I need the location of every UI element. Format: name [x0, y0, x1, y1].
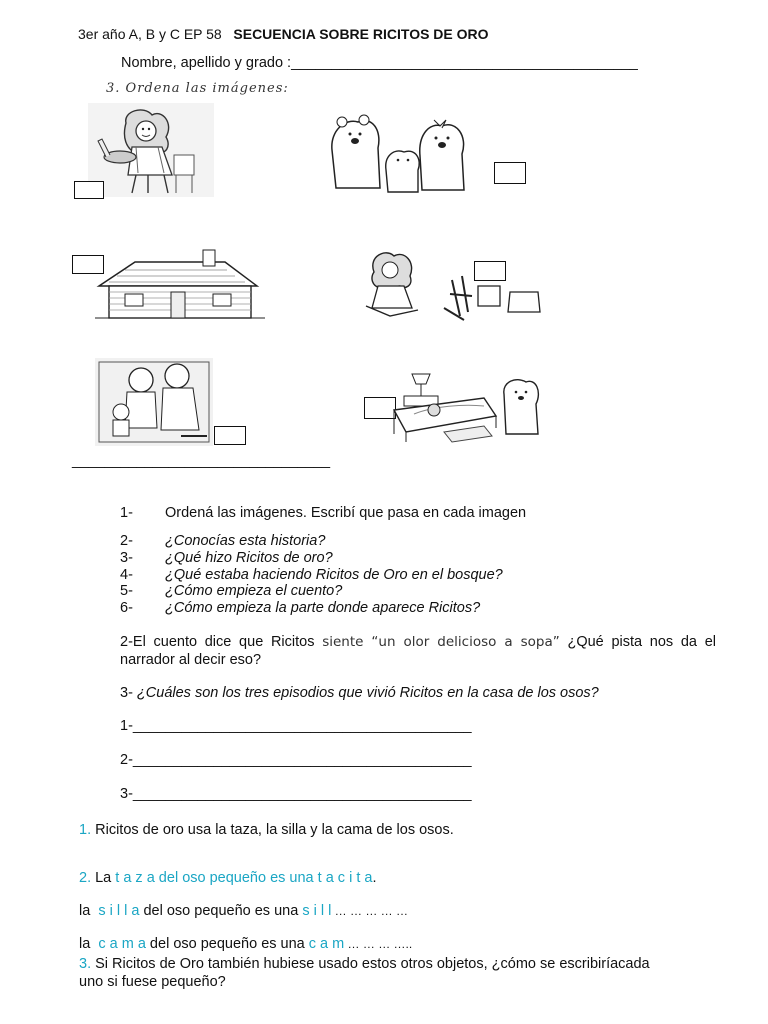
line-silla-partial: s i l l — [302, 903, 332, 919]
question-3-text: ¿Cuáles son los tres episodios que vivió Ricitos en la casa de los osos? — [136, 685, 599, 701]
instruction-6-num: 6- — [120, 600, 133, 616]
section-2-word: t a z a — [115, 870, 155, 886]
paragraph-2 — [120, 633, 716, 669]
instruction-1-text: Ordená las imágenes. Escribí que pasa en cada imagen — [165, 505, 527, 521]
section-3-text-1: Si Ricitos de Oro también hubiese usado estos otros objetos, ¿cómo se escribiríacada — [91, 956, 650, 972]
image-bear-family — [95, 358, 213, 446]
line-silla-dots[interactable]: … … … … … — [331, 904, 408, 918]
line-cama-partial: c a m — [308, 936, 345, 952]
line-silla-word: s i l l a — [98, 903, 140, 919]
answer-line-3[interactable]: 3-__________________________________________ — [120, 786, 472, 802]
image-broken-chair — [360, 246, 546, 322]
line-silla-la: la — [79, 903, 95, 919]
section-2-num: 2. — [79, 870, 92, 886]
header-line — [78, 26, 489, 43]
section-3-line-2: uno si fuese pequeño? — [79, 974, 226, 990]
line-silla — [79, 903, 408, 920]
grade-label: 3er año A, B y C EP 58 — [78, 26, 222, 42]
instruction-4-num: 4- — [120, 567, 133, 583]
section-1-text: Ricitos de oro usa la taza, la silla y la cama de los osos. — [91, 822, 454, 838]
section-2 — [79, 870, 376, 887]
name-field[interactable]: Nombre, apellido y grado :___________________________________________ — [121, 55, 638, 71]
answer-line-1[interactable]: 1-__________________________________________ — [120, 718, 472, 734]
instruction-4-text: ¿Qué estaba haciendo Ricitos de Oro en el bosque? — [165, 567, 503, 583]
instruction-3-text: ¿Qué hizo Ricitos de oro? — [165, 550, 333, 566]
paragraph-2-suffix: ¿Qué pista nos da el narrador al decir eso? — [120, 634, 716, 668]
question-3-num: 3- — [120, 685, 137, 701]
order-box-2[interactable] — [494, 162, 526, 184]
order-box-5[interactable] — [214, 426, 246, 445]
image-bed-scene — [384, 370, 548, 444]
instruction-6-text: ¿Cómo empieza la parte donde aparece Ricitos? — [165, 600, 481, 616]
line-cama-dots[interactable]: … … … ….. — [344, 937, 413, 951]
image-bears-house — [95, 246, 265, 322]
script-heading: 3. Ordena las imágenes: — [106, 81, 289, 96]
instruction-2-text: ¿Conocías esta historia? — [165, 533, 326, 549]
section-3-line-1 — [79, 956, 650, 973]
paragraph-2-prefix: 2-El cuento dice que Ricitos — [120, 634, 323, 650]
order-box-1[interactable] — [74, 181, 104, 199]
section-1 — [79, 822, 454, 839]
image-three-bears — [322, 110, 472, 194]
question-3 — [120, 685, 599, 702]
line-cama-la: la — [79, 936, 95, 952]
instruction-5-num: 5- — [120, 583, 133, 599]
section-2-dim: t a c i t a — [317, 870, 373, 886]
section-2-end: . — [372, 870, 377, 886]
section-2-middle: del oso pequeño es una — [154, 870, 318, 886]
line-cama-word: c a m a — [98, 936, 146, 952]
instruction-1-num: 1- — [120, 505, 133, 521]
line-cama-middle: del oso pequeño es una — [145, 936, 309, 952]
instruction-5-text: ¿Cómo empieza el cuento? — [165, 583, 343, 599]
divider-line: ________________________________ — [72, 453, 331, 469]
section-1-num: 1. — [79, 822, 92, 838]
section-2-la: La — [91, 870, 116, 886]
instruction-2-num: 2- — [120, 533, 133, 549]
section-3-num: 3. — [79, 956, 92, 972]
line-cama — [79, 936, 412, 953]
order-box-4[interactable] — [474, 261, 506, 281]
instruction-3-num: 3- — [120, 550, 133, 566]
answer-line-2[interactable]: 2-__________________________________________ — [120, 752, 472, 768]
image-girl-bowl — [88, 103, 214, 197]
line-silla-middle: del oso pequeño es una — [139, 903, 303, 919]
paragraph-2-quote: siente “un olor delicioso a sopa” — [322, 634, 560, 650]
page-title: SECUENCIA SOBRE RICITOS DE ORO — [233, 26, 489, 42]
